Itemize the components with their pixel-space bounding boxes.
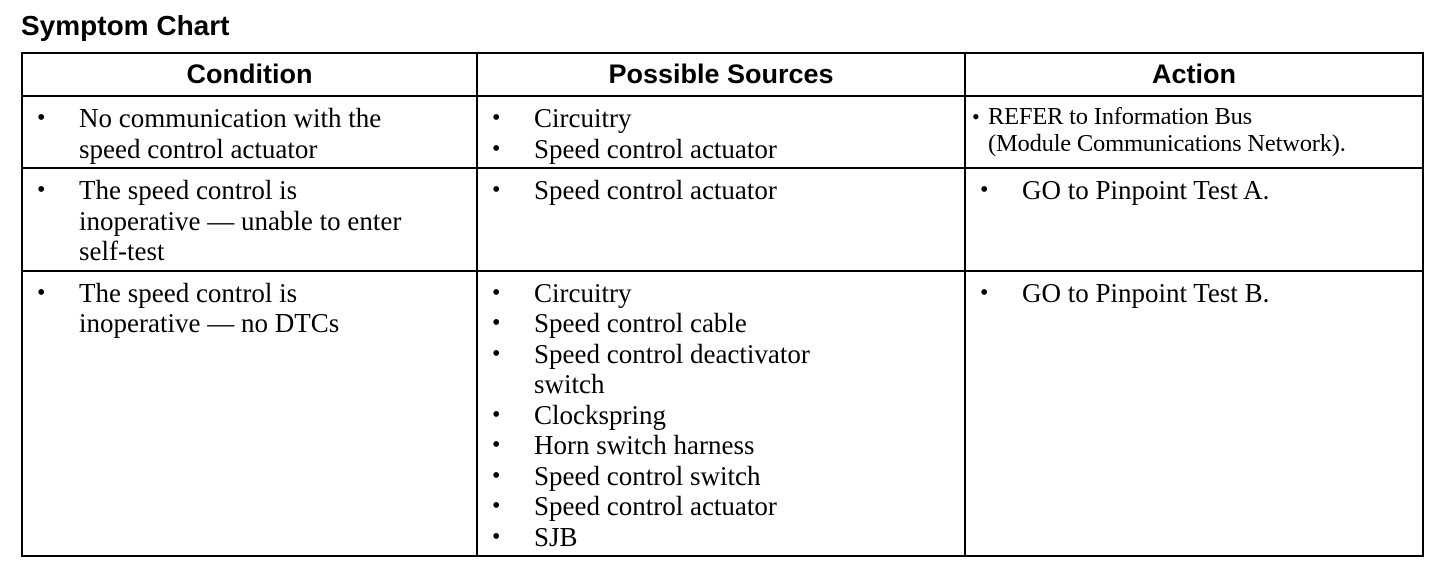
bullet-icon: • <box>492 340 501 367</box>
bullet-icon: • <box>972 104 980 129</box>
list-item <box>478 491 964 522</box>
bullet-icon: • <box>492 462 501 489</box>
page-title: Symptom Chart <box>21 10 230 41</box>
list-item <box>478 461 964 492</box>
condition-cell <box>22 271 477 557</box>
source-text: Speed control cable <box>534 308 747 338</box>
bullet-icon: • <box>492 135 501 162</box>
sources-cell <box>477 168 965 271</box>
list-item <box>478 278 964 309</box>
condition-header: Condition <box>22 53 477 96</box>
bullet-icon: • <box>492 310 501 336</box>
list-item <box>966 278 1422 309</box>
list-item <box>966 103 1422 157</box>
list-item <box>478 308 964 339</box>
action-text: GO to Pinpoint Test A. <box>1022 175 1270 205</box>
source-text: Speed control actuator <box>534 491 777 521</box>
sources-cell <box>477 96 965 168</box>
bullet-icon: • <box>492 432 501 458</box>
action-text: GO to Pinpoint Test B. <box>1022 277 1270 308</box>
source-text: Speed control actuator <box>534 175 777 205</box>
bullet-icon: • <box>492 105 501 131</box>
list-item <box>478 522 964 553</box>
bullet-icon: • <box>492 493 501 519</box>
source-text: Clockspring <box>534 399 666 430</box>
source-text: Speed control deactivator switch <box>534 338 810 399</box>
source-text: Circuitry <box>534 277 632 308</box>
table-row <box>22 271 1423 557</box>
list-item <box>478 430 964 461</box>
bullet-icon: • <box>980 177 989 203</box>
action-text: REFER to Information Bus (Module Communications Network). <box>988 103 1346 157</box>
condition-text: No communication with the speed control actuator <box>79 103 382 164</box>
list-item <box>23 278 476 339</box>
condition-cell <box>22 168 477 271</box>
source-text: Circuitry <box>534 103 632 133</box>
bullet-icon: • <box>492 177 501 203</box>
list-item <box>966 175 1422 206</box>
list-item <box>478 339 964 400</box>
action-cell <box>965 168 1423 271</box>
bullet-icon: • <box>37 279 46 306</box>
list-item <box>478 134 964 165</box>
possible-sources-header: Possible Sources <box>477 53 965 96</box>
table-header-row <box>22 53 1423 96</box>
source-text: Speed control actuator <box>534 133 777 164</box>
bullet-icon: • <box>492 279 501 306</box>
list-item <box>478 175 964 206</box>
list-item <box>478 103 964 134</box>
bullet-icon: • <box>980 279 989 306</box>
condition-cell <box>22 96 477 168</box>
list-item <box>478 400 964 431</box>
source-text: Horn switch harness <box>534 430 755 460</box>
action-cell <box>965 96 1423 168</box>
condition-text: The speed control is inoperative — unable to enter self-test <box>79 175 402 266</box>
sources-cell <box>477 271 965 557</box>
list-item <box>23 103 476 164</box>
table-row <box>22 96 1423 168</box>
bullet-icon: • <box>492 401 501 428</box>
list-item <box>23 175 476 267</box>
source-text: Speed control switch <box>534 460 761 491</box>
action-header: Action <box>965 53 1423 96</box>
source-text: SJB <box>534 521 578 552</box>
action-cell <box>965 271 1423 557</box>
symptom-chart-table <box>21 52 1424 557</box>
condition-text: The speed control is inoperative — no DTCs <box>79 277 340 338</box>
bullet-icon: • <box>37 105 46 131</box>
table-row <box>22 168 1423 271</box>
bullet-icon: • <box>37 177 46 203</box>
bullet-icon: • <box>492 523 501 550</box>
